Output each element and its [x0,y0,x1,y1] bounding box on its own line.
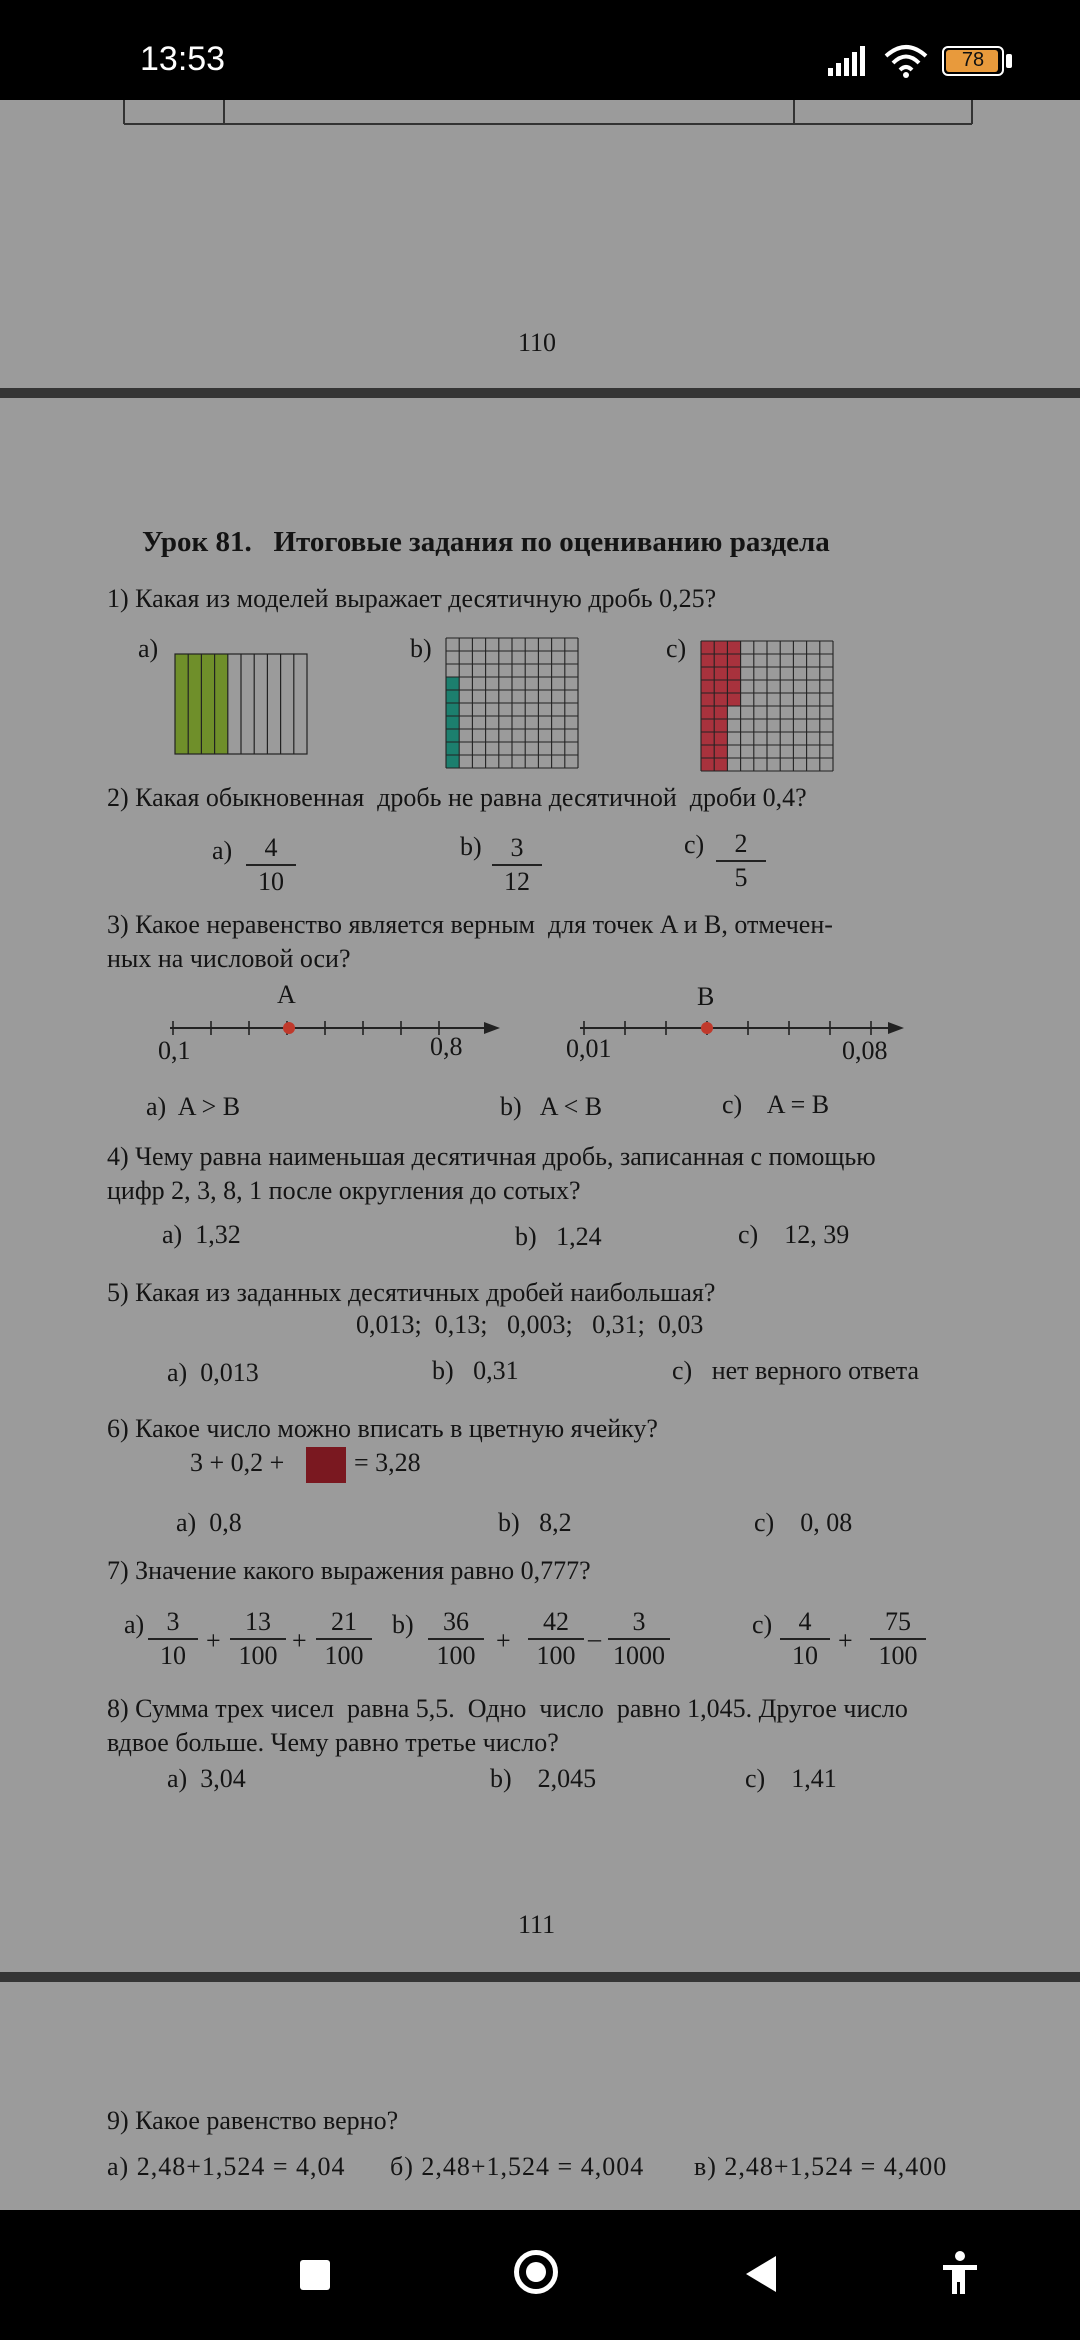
q7-b-fraction-2: $\frac{42}{100}$ [528,1606,584,1672]
q7-a-fraction-1: $\frac{3}{10}$ [148,1606,198,1672]
q7-c-plus: + [838,1626,853,1655]
q7-label-c: c) [752,1610,773,1639]
q8-option-a: a) 3,04 [167,1764,246,1793]
q9-option-c: в) 2,48+1,524 = 4,400 [694,2152,948,2181]
q1-label-a: a) [138,634,159,663]
q3-text-line1: 3) Какое неравенство является верным для точек A и B, отмечен- [107,910,833,939]
q1-label-b: b) [410,634,432,663]
q8-text-line2: вдвое больше. Чему равно третье число? [107,1728,559,1757]
point-b [701,1022,713,1034]
page-number: 110 [518,328,557,357]
q7-c-fraction-2: $\frac{75}{100}$ [870,1606,926,1672]
table-bottom [124,100,974,126]
q7-label-a: a) [124,1610,145,1639]
model-c [701,641,833,771]
q6-equation-right: = 3,28 [354,1448,421,1477]
q4-option-b: b) 1,24 [515,1222,602,1251]
axis-b-point-label: B [697,982,715,1011]
q3-option-b: b) A < B [500,1092,603,1121]
q5-option-a: a) 0,013 [167,1358,259,1387]
axis-a-left-label: 0,1 [158,1036,191,1065]
q7-a-fraction-3: $\frac{21}{100}$ [316,1606,372,1672]
q5-list: 0,013; 0,13; 0,003; 0,31; 0,03 [356,1310,704,1339]
battery-icon [942,46,1004,76]
q7-a-plus-1: + [206,1626,221,1655]
q6-text: 6) Какое число можно вписать в цветную ячейку? [107,1414,658,1443]
q3-option-a: a) A > B [146,1092,241,1121]
signal-icon [828,44,872,76]
q6-option-b: b) 8,2 [498,1508,572,1537]
accessibility-icon[interactable] [940,2250,980,2296]
home-button[interactable] [514,2250,558,2294]
axis-a-right-label: 0,8 [430,1032,463,1061]
q2-fraction-c: $\frac{2}{5}$ [716,828,766,894]
q5-option-c: c) нет верного ответа [672,1356,920,1385]
q7-a-plus-2: + [292,1626,307,1655]
q8-option-c: c) 1,41 [745,1764,837,1793]
axis-a-point-label: A [277,980,296,1009]
q5-option-b: b) 0,31 [432,1356,519,1385]
q9-option-a: a) 2,48+1,524 = 4,04 [107,2152,346,2181]
status-bar [0,0,1080,100]
q1-text: 1) Какая из моделей выражает десятичную дробь 0,25? [107,584,717,613]
model-a [175,654,307,754]
battery-level: 78 [961,49,985,71]
model-b [446,638,578,768]
q9-option-b: б) 2,48+1,524 = 4,004 [390,2152,645,2181]
q9-text: 9) Какое равенство верно? [107,2106,399,2135]
page-separator [0,388,1080,398]
q7-c-fraction-1: $\frac{4}{10}$ [780,1606,830,1672]
lesson-title: Урок 81. Итоговые задания по оцениванию раздела [142,526,830,558]
q4-text-line2: цифр 2, 3, 8, 1 после округления до сотых? [107,1176,581,1205]
q4-option-c: c) 12, 39 [738,1220,850,1249]
axis-b-right-label: 0,08 [842,1036,888,1065]
q2-label-c: c) [684,830,705,859]
clock: 13:53 [140,40,226,78]
q8-option-b: b) 2,045 [490,1764,597,1793]
q5-text: 5) Какая из заданных десятичных дробей наибольшая? [107,1278,716,1307]
q2-fraction-a: $\frac{4}{10}$ [246,832,296,898]
q4-option-a: a) 1,32 [162,1220,241,1249]
wifi-icon [884,44,928,78]
axis-b-left-label: 0,01 [566,1034,612,1063]
navigation-bar [0,2210,1080,2340]
q6-equation-left: 3 + 0,2 + [190,1448,285,1477]
q7-b-fraction-3: $\frac{3}{1000}$ [608,1606,670,1672]
q8-text-line1: 8) Сумма трех чисел равна 5,5. Одно число равно 1,045. Другое число [107,1694,908,1723]
q2-label-b: b) [460,832,482,861]
q7-b-plus: + [496,1626,511,1655]
recents-button[interactable] [300,2260,330,2290]
q6-option-c: c) 0, 08 [754,1508,853,1537]
q7-label-b: b) [392,1610,414,1639]
page-separator [0,1972,1080,1982]
q6-option-a: a) 0,8 [176,1508,242,1537]
q7-a-fraction-2: $\frac{13}{100}$ [230,1606,286,1672]
q3-text-line2: ных на числовой оси? [107,944,351,973]
q3-option-c: c) A = B [722,1090,830,1119]
colored-cell [306,1447,346,1483]
q2-fraction-b: $\frac{3}{12}$ [492,832,542,898]
q4-text-line1: 4) Чему равна наименьшая десятичная дробь, записанная с помощью [107,1142,876,1171]
q2-label-a: a) [212,836,233,865]
point-a [283,1022,295,1034]
q7-b-fraction-1: $\frac{36}{100}$ [428,1606,484,1672]
q7-text: 7) Значение какого выражения равно 0,777? [107,1556,591,1585]
q7-b-minus: – [588,1624,601,1653]
back-button[interactable] [742,2254,778,2294]
q2-text: 2) Какая обыкновенная дробь не равна десятичной дроби 0,4? [107,783,807,812]
q1-label-c: c) [666,634,687,663]
page-number: 111 [518,1910,556,1939]
